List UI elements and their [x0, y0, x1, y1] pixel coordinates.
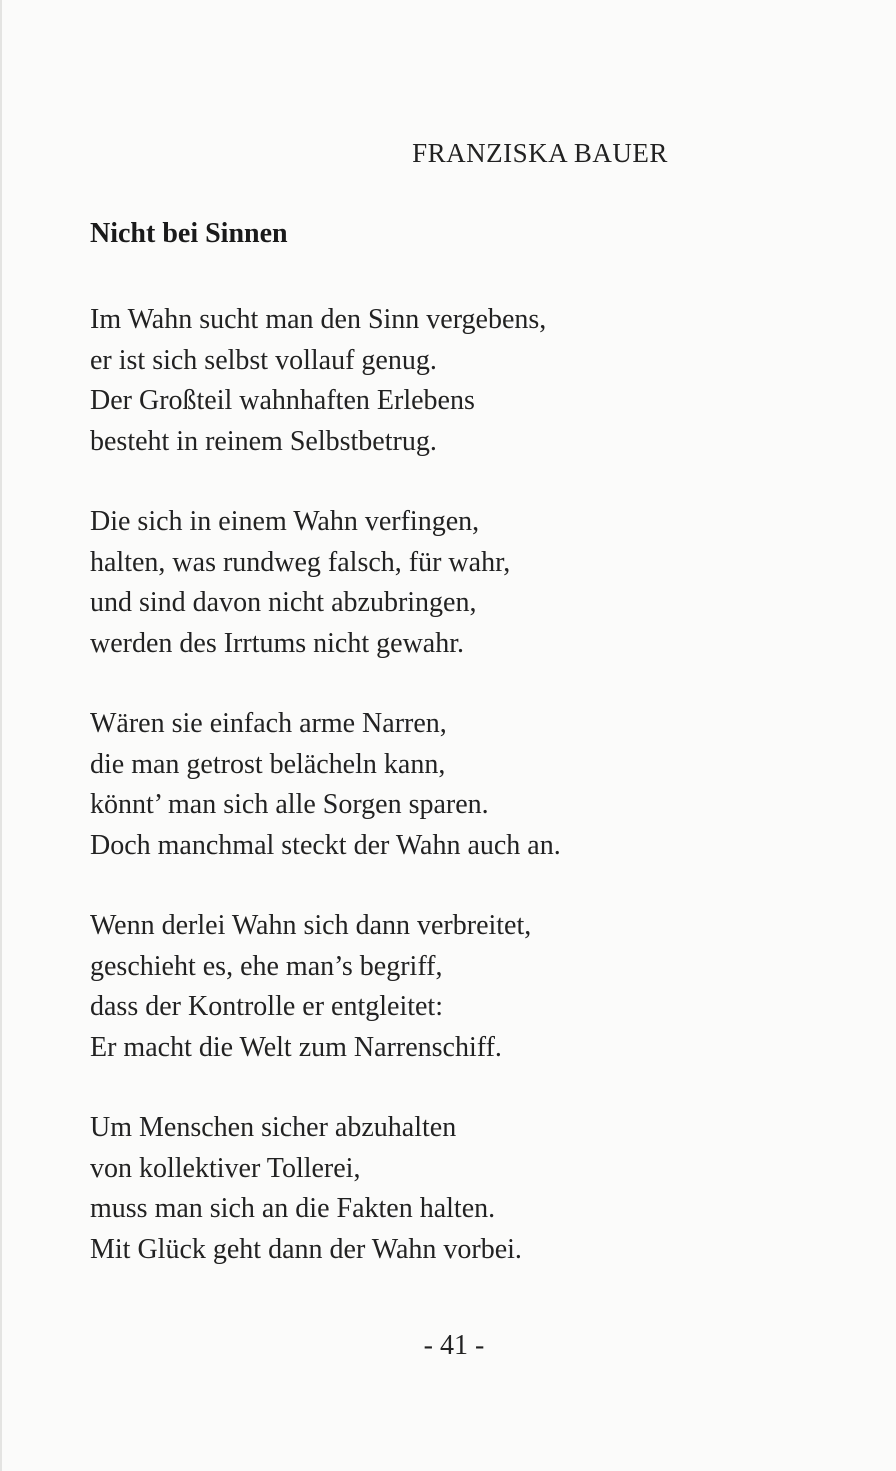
stanza-1 [90, 300, 850, 462]
poem-line: werden des Irrtums nicht gewahr. [90, 627, 464, 659]
poem-line: Die sich in einem Wahn verfingen, [90, 506, 480, 537]
stanza-3 [90, 704, 850, 866]
poem-line: muss man sich an die Fakten halten. [90, 1193, 496, 1224]
poem-line: Er macht die Welt zum Narrenschiff. [90, 1031, 502, 1063]
poem-line: Mit Glück geht dann der Wahn vorbei. [90, 1233, 522, 1265]
poem-line: Um Menschen sicher abzuhalten [90, 1112, 457, 1143]
page-number: - 41 - [423, 1330, 485, 1361]
poem-line: Doch manchmal steckt der Wahn auch an. [90, 829, 561, 861]
poem-line: er ist sich selbst vollauf genug. [90, 344, 437, 376]
poem-line: dass der Kontrolle er entgleitet: [90, 991, 443, 1022]
poem-line: von kollektiver Tollerei, [90, 1152, 361, 1184]
poem-line: könnt’ man sich alle Sorgen sparen. [90, 789, 489, 820]
poem-line: Im Wahn sucht man den Sinn vergebens, [90, 304, 547, 335]
stanza-2 [90, 502, 850, 664]
poem-line: Der Großteil wahnhaften Erlebens [90, 385, 475, 416]
poem-body [90, 300, 850, 1310]
poem-line: Wenn derlei Wahn sich dann verbreitet, [90, 910, 532, 941]
poem-line: Wären sie einfach arme Narren, [90, 708, 447, 739]
poem-line: die man getrost belächeln kann, [90, 748, 446, 780]
poem-title: Nicht bei Sinnen [90, 218, 288, 249]
stanza-4 [90, 906, 850, 1068]
stanza-5 [90, 1108, 850, 1270]
poem-line: geschieht es, ehe man’s begriff, [90, 950, 443, 982]
poem-line: und sind davon nicht abzubringen, [90, 587, 477, 618]
poem-line: besteht in reinem Selbstbetrug. [90, 425, 437, 457]
poem-line: halten, was rundweg falsch, für wahr, [90, 546, 511, 578]
author-name: FRANZISKA BAUER [412, 138, 668, 168]
